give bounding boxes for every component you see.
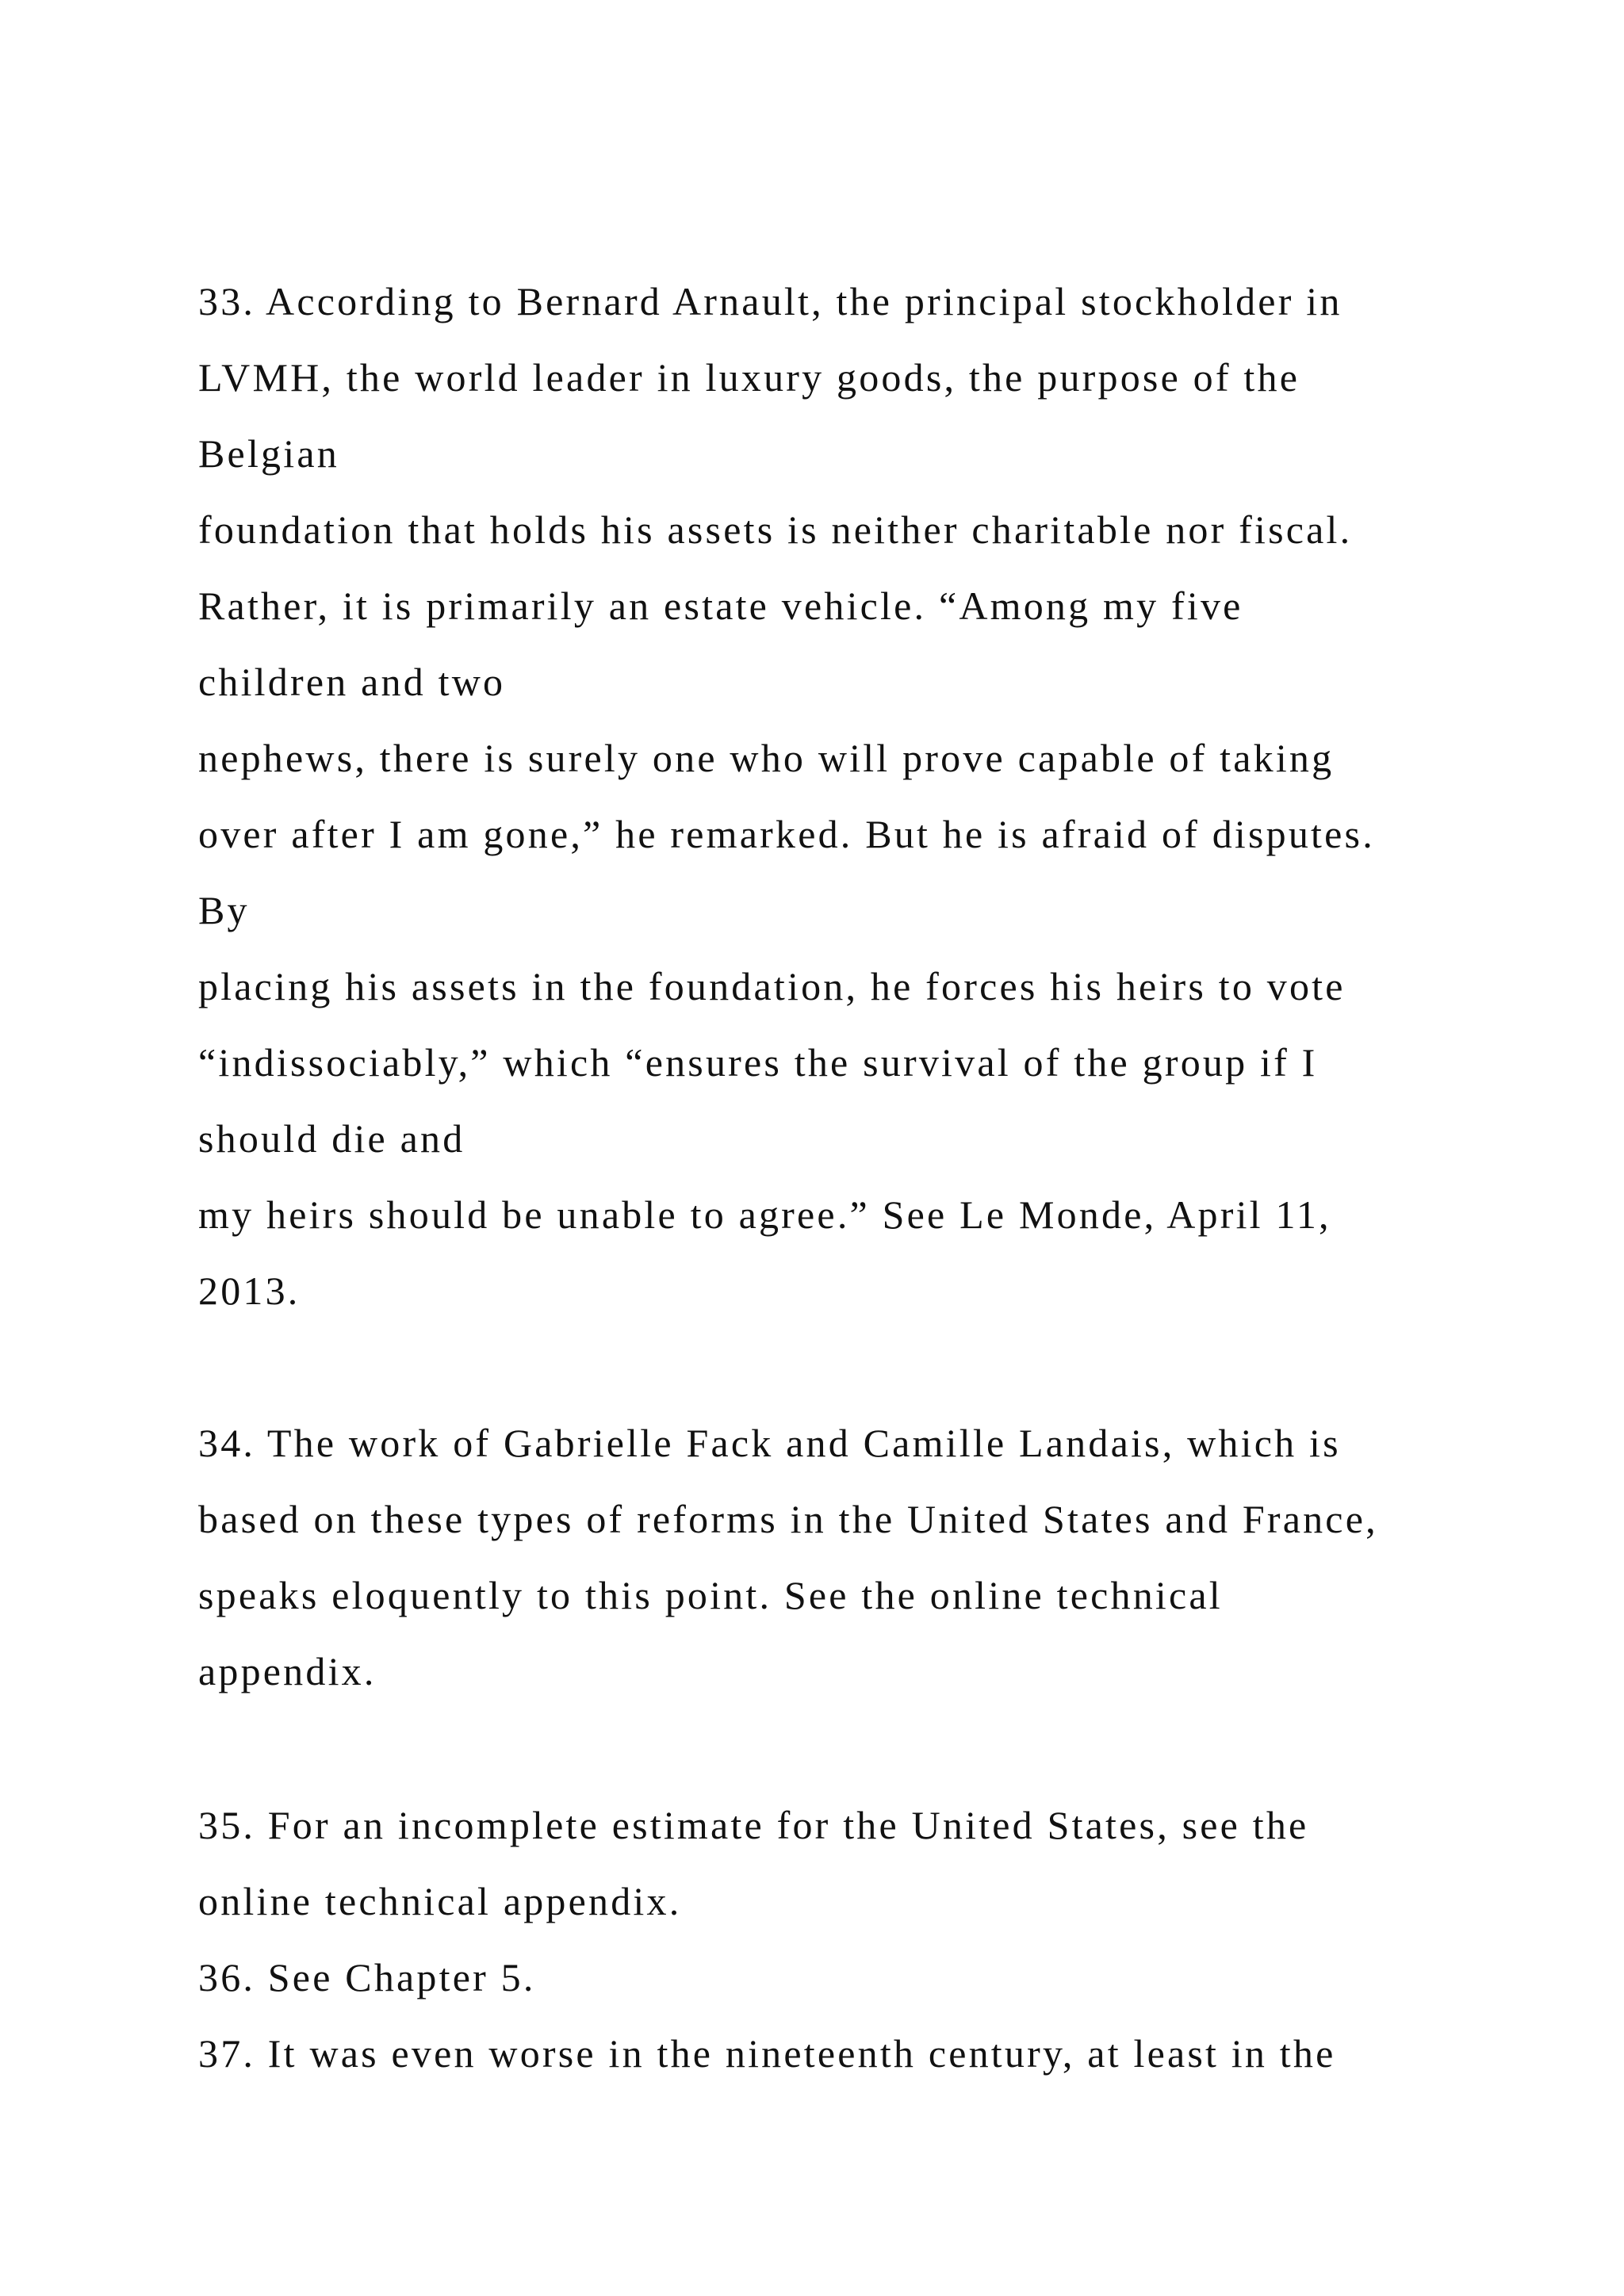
note-33-line-3: Belgian: [198, 431, 339, 476]
note-37-line-1: 37. It was even worse in the nineteenth century, at least in the: [198, 2031, 1336, 2076]
note-34-line-3: speaks eloquently to this point. See the online technical: [198, 1573, 1223, 1617]
note-35-line-2: online technical appendix.: [198, 1879, 682, 1923]
note-36-line-1: 36. See Chapter 5.: [198, 1955, 536, 1999]
note-33-line-8: over after I am gone,” he remarked. But he is afraid of disputes.: [198, 812, 1375, 856]
note-33-line-2: LVMH, the world leader in luxury goods, the purpose of the: [198, 355, 1300, 400]
note-33-line-11: “indissociably,” which “ensures the survival of the group if I: [198, 1040, 1318, 1085]
note-33-line-13: my heirs should be unable to agree.” See Le Monde, April 11,: [198, 1192, 1331, 1237]
note-35-line-1: 35. For an incomplete estimate for the United States, see the: [198, 1803, 1309, 1847]
note-33-line-1: 33. According to Bernard Arnault, the principal stockholder in: [198, 279, 1342, 323]
note-33-line-4: foundation that holds his assets is neither charitable nor fiscal.: [198, 507, 1353, 552]
note-33-line-7: nephews, there is surely one who will prove capable of taking: [198, 736, 1335, 780]
note-33-line-14: 2013.: [198, 1269, 301, 1313]
note-34-line-1: 34. The work of Gabrielle Fack and Camille Landais, which is: [198, 1421, 1341, 1465]
note-33-line-10: placing his assets in the foundation, he forces his heirs to vote: [198, 964, 1346, 1008]
note-33-line-9: By: [198, 888, 250, 932]
note-33-line-5: Rather, it is primarily an estate vehicle. “Among my five: [198, 584, 1243, 628]
note-34-line-2: based on these types of reforms in the United States and France,: [198, 1497, 1378, 1541]
note-33-line-6: children and two: [198, 660, 506, 704]
note-33-line-12: should die and: [198, 1116, 465, 1161]
note-34-line-4: appendix.: [198, 1649, 377, 1693]
